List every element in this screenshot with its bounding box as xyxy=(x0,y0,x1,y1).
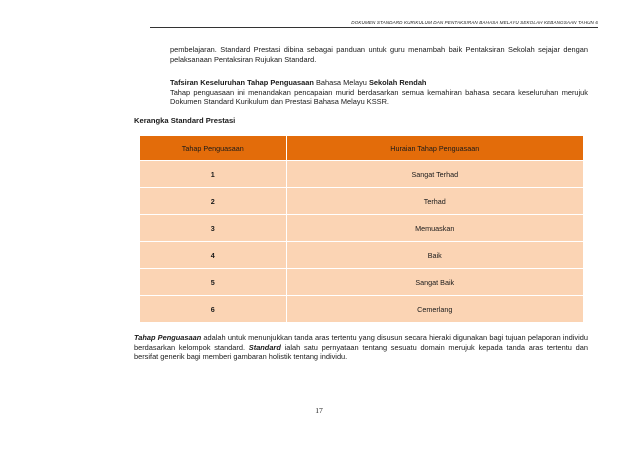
intro-paragraph: pembelajaran. Standard Prestasi dibina sebagai panduan untuk guru menambah baik Pentaksiran Sekolah sejajar dengan pelaksanaan Pentaksiran Rujukan Standard. xyxy=(170,45,588,64)
tafsiran-body: Tahap penguasaan ini menandakan pencapaian murid berdasarkan semua kemahiran bahasa secara keseluruhan merujuk Dokumen Standard Kurikulum dan Prestasi Bahasa Melayu KSSR. xyxy=(170,87,588,107)
level-cell: 6 xyxy=(140,296,287,323)
term-tahap-penguasaan: Tahap Penguasaan xyxy=(134,333,202,342)
table-row xyxy=(140,269,584,296)
tafsiran-heading-normal: Bahasa Melayu xyxy=(313,78,369,87)
term-standard: Standard xyxy=(248,342,281,352)
level-cell: 3 xyxy=(140,215,287,242)
description-cell: Memuaskan xyxy=(286,215,583,242)
tafsiran-heading-bold: Tafsiran Keseluruhan Tahap Penguasaan xyxy=(170,78,314,87)
running-header: DOKUMEN STANDARD KURIKULUM DAN PENTAKSIRAN BAHASA MELAYU SEKOLAH KEBANGSAAN TAHUN 6 xyxy=(150,20,598,28)
section-title: Kerangka Standard Prestasi xyxy=(134,116,236,125)
level-cell: 1 xyxy=(140,161,287,188)
level-cell: 4 xyxy=(140,242,287,269)
level-cell: 2 xyxy=(140,188,287,215)
description-cell: Terhad xyxy=(286,188,583,215)
description-cell: Sangat Terhad xyxy=(286,161,583,188)
table-header-row xyxy=(140,136,584,161)
tafsiran-heading xyxy=(170,78,588,88)
table-row xyxy=(140,188,584,215)
description-cell: Sangat Baik xyxy=(286,269,583,296)
level-cell: 5 xyxy=(140,269,287,296)
table-row xyxy=(140,161,584,188)
table-row xyxy=(140,242,584,269)
definition-text-2: ialah satu pernyataan tentang sesuatu domain merujuk kepada tanda aras tertentu dan bersifat generik bagi memberi gambaran holistik tentang individu. xyxy=(134,342,588,362)
tafsiran-heading-bold-end: Sekolah Rendah xyxy=(368,78,427,87)
page-number: 17 xyxy=(315,406,323,415)
description-cell: Baik xyxy=(286,242,583,269)
tafsiran-block xyxy=(170,78,588,107)
definition-text-1: adalah untuk menunjukkan tanda aras tertentu yang disusun secara hieraki digunakan bagi tujuan pelaporan individu berdasarkan kelompok standard. xyxy=(134,333,588,352)
table-row xyxy=(140,215,584,242)
standard-prestasi-table xyxy=(139,135,584,323)
description-cell: Cemerlang xyxy=(286,296,583,323)
definition-paragraph xyxy=(134,333,588,362)
header-huraian: Huraian Tahap Penguasaan xyxy=(286,136,583,161)
table-row xyxy=(140,296,584,323)
header-tahap: Tahap Penguasaan xyxy=(140,136,287,161)
